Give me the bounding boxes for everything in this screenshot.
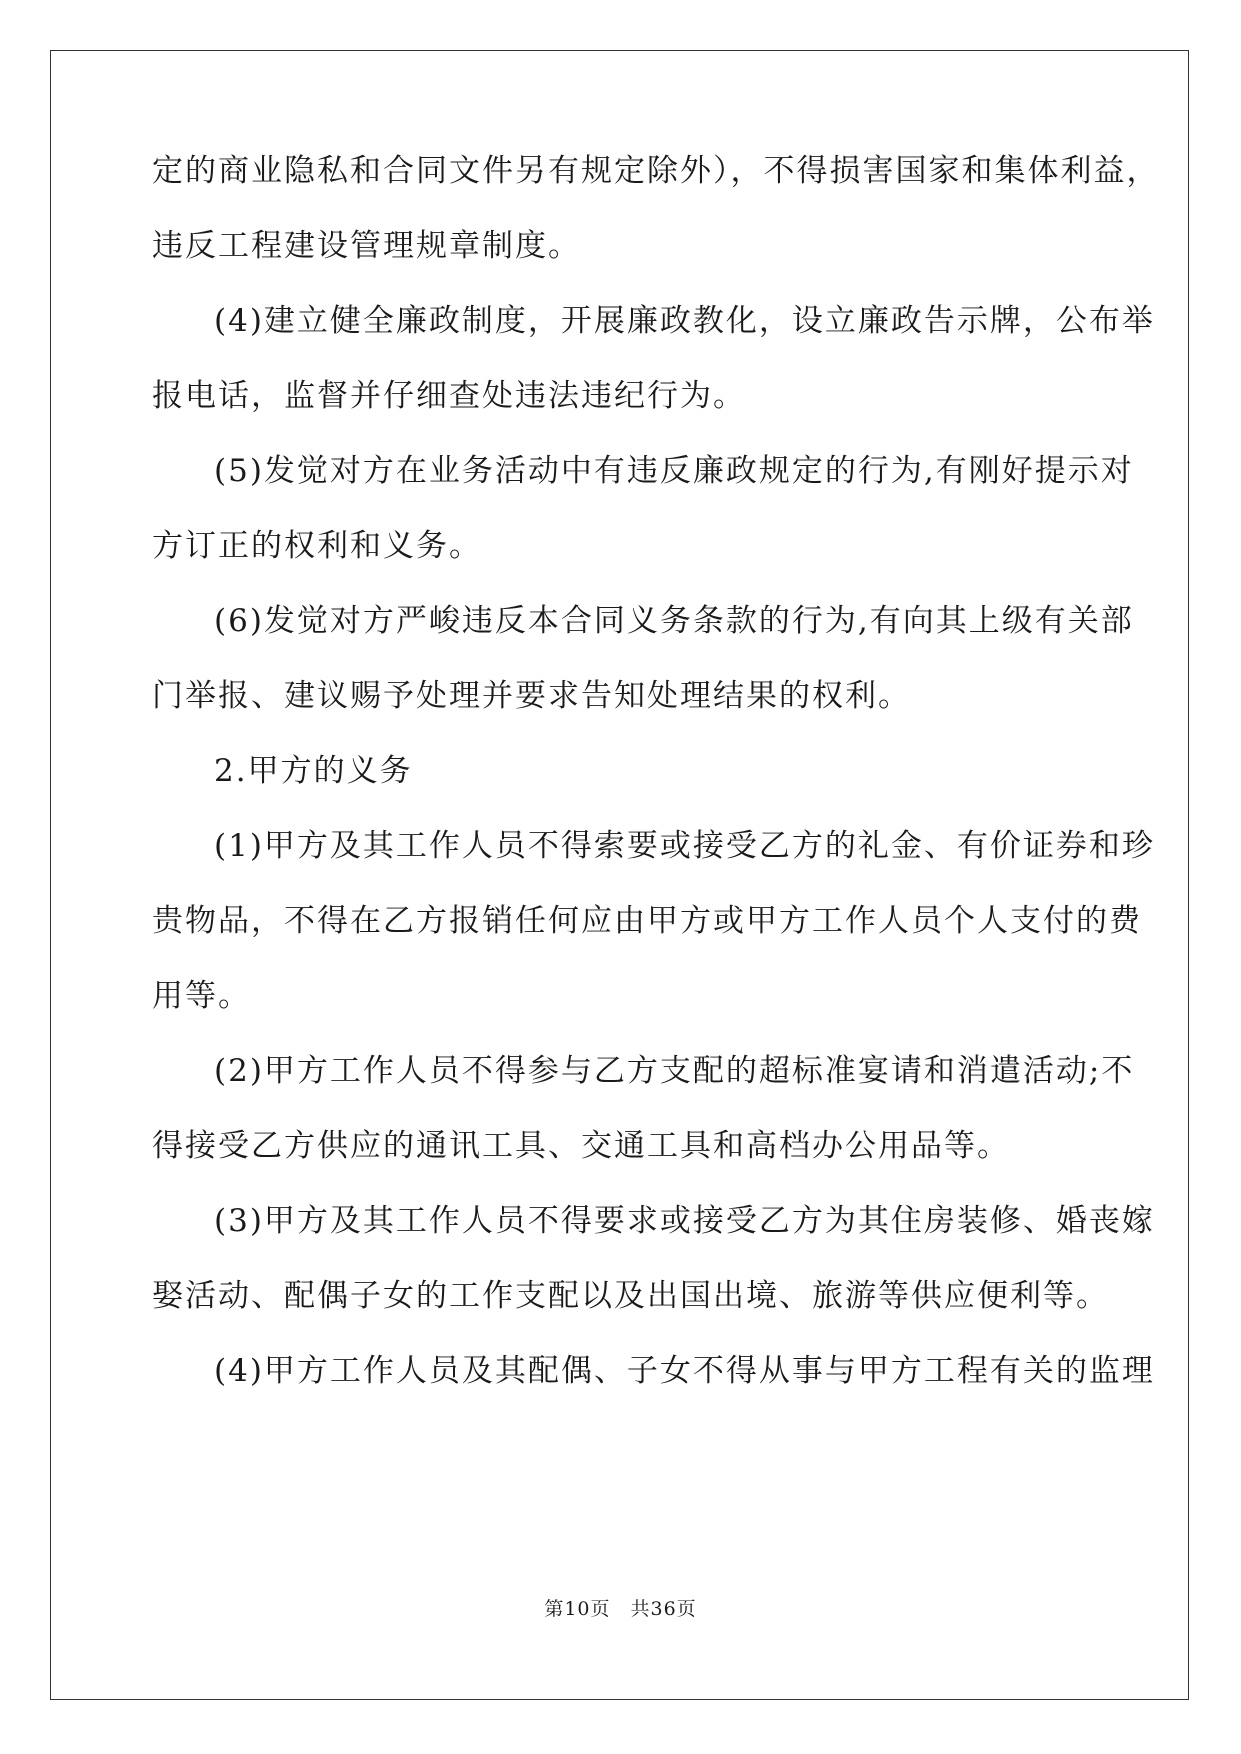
paragraph-line: 报电话，监督并仔细查处违法违纪行为。 bbox=[152, 378, 746, 414]
paragraph-line: (4)甲方工作人员及其配偶、子女不得从事与甲方工程有关的监理 bbox=[214, 1353, 1155, 1389]
paragraph-line: (2)甲方工作人员不得参与乙方支配的超标准宴请和消遣活动;不 bbox=[214, 1053, 1135, 1089]
paragraph-line: 违反工程建设管理规章制度。 bbox=[152, 228, 581, 264]
paragraph-line: (3)甲方及其工作人员不得要求或接受乙方为其住房装修、婚丧嫁 bbox=[214, 1203, 1155, 1239]
section-heading: 2.甲方的义务 bbox=[214, 753, 413, 789]
paragraph-line: 用等。 bbox=[152, 978, 251, 1014]
page-border bbox=[50, 50, 1189, 1700]
paragraph-line: (5)发觉对方在业务活动中有违反廉政规定的行为,有刚好提示对 bbox=[214, 453, 1134, 489]
paragraph-line: (4)建立健全廉政制度，开展廉政教化，设立廉政告示牌，公布举 bbox=[214, 303, 1155, 339]
paragraph-line: 方订正的权利和义务。 bbox=[152, 528, 482, 564]
paragraph-line: (1)甲方及其工作人员不得索要或接受乙方的礼金、有价证券和珍 bbox=[214, 828, 1155, 864]
paragraph-line: 贵物品，不得在乙方报销任何应由甲方或甲方工作人员个人支付的费 bbox=[152, 903, 1142, 939]
paragraph-line: 门举报、建议赐予处理并要求告知处理结果的权利。 bbox=[152, 678, 911, 714]
page-number: 第10页 共36页 bbox=[544, 1598, 697, 1620]
paragraph-line: 定的商业隐私和合同文件另有规定除外），不得损害国家和集体利益， bbox=[152, 153, 1160, 189]
paragraph-line: 娶活动、配偶子女的工作支配以及出国出境、旅游等供应便利等。 bbox=[152, 1278, 1109, 1314]
paragraph-line: 得接受乙方供应的通讯工具、交通工具和高档办公用品等。 bbox=[152, 1128, 1010, 1164]
paragraph-line: (6)发觉对方严峻违反本合同义务条款的行为,有向其上级有关部 bbox=[214, 603, 1134, 639]
